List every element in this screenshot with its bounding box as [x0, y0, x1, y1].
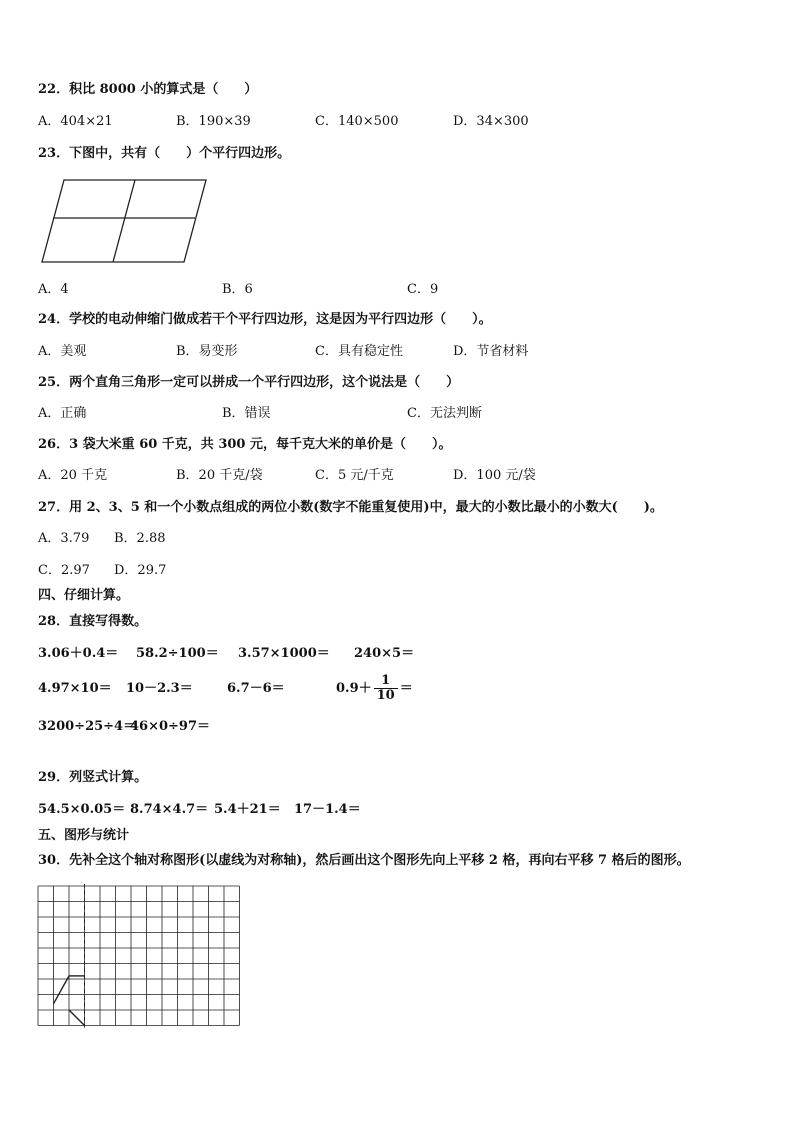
q22-stem: 22．积比 8000 小的算式是（ ）: [38, 82, 258, 97]
q28-calc-8-prefix: 0.9＋: [336, 681, 372, 696]
q23-option-c: C．9: [407, 282, 439, 297]
q28-calc-7: 6.7－6＝: [227, 681, 285, 696]
q25-option-a: A．正确: [38, 406, 87, 421]
q27-option-a: A．3.79: [38, 531, 90, 546]
q22-option-a: A．404×21: [38, 114, 113, 129]
q26-option-c: C．5 元/千克: [315, 468, 394, 483]
q24-option-c: C．具有稳定性: [315, 344, 403, 359]
grid-figure: [36, 884, 246, 1036]
q28-calc-8-suffix: ＝: [399, 681, 413, 696]
section4-heading: 四、仔细计算。: [38, 588, 130, 603]
q28-calc-2: 58.2÷100＝: [136, 646, 219, 661]
q27-option-c: C．2.97: [38, 563, 90, 578]
q22-option-c: C．140×500: [315, 114, 399, 129]
q22-option-b: B．190×39: [176, 114, 251, 129]
q26-option-b: B．20 千克/袋: [176, 468, 263, 483]
q24-option-a: A．美观: [38, 344, 87, 359]
q28-calc-10: 46×0÷97＝: [130, 719, 211, 734]
q28-calc-5: 4.97×10＝: [38, 681, 112, 696]
q30-stem: 30．先补全这个轴对称图形(以虚线为对称轴)，然后画出这个图形先向上平移 2 格，再向右平移 7 格后的图形。: [38, 853, 690, 868]
figure-edge: [54, 976, 70, 1004]
q27-stem: 27．用 2、3、5 和一个小数点组成的两位小数(数字不能重复使用)中，最大的小数比最小的小数大( )。: [38, 500, 663, 515]
fraction: [374, 674, 398, 703]
parallelogram-figure: [40, 176, 210, 266]
q29-stem: 29．列竖式计算。: [38, 770, 148, 785]
q29-calc-2: 8.74×4.7＝: [130, 802, 209, 817]
q25-stem: 25．两个直角三角形一定可以拼成一个平行四边形，这个说法是（ ）: [38, 375, 460, 390]
figure-edge: [69, 1010, 85, 1026]
q23-stem: 23．下图中，共有（ ）个平行四边形。: [38, 146, 291, 161]
fraction-numerator: 1: [381, 673, 391, 688]
q26-option-a: A．20 千克: [38, 468, 108, 483]
q28-calc-1: 3.06＋0.4＝: [38, 646, 119, 661]
q28-stem: 28．直接写得数。: [38, 614, 148, 629]
q25-option-b: B．错误: [222, 406, 271, 421]
q22-option-d: D．34×300: [453, 114, 529, 129]
fraction-denominator: 10: [374, 688, 398, 703]
q28-calc-3: 3.57×1000＝: [238, 646, 330, 661]
q23-option-b: B．6: [222, 282, 253, 297]
q29-calc-3: 5.4＋21＝: [214, 802, 281, 817]
q28-calc-4: 240×5＝: [354, 646, 415, 661]
q28-calc-6: 10－2.3＝: [126, 681, 193, 696]
q24-stem: 24．学校的电动伸缩门做成若干个平行四边形，这是因为平行四边形（ ）。: [38, 312, 492, 327]
q24-option-d: D．节省材料: [453, 344, 529, 359]
section5-heading: 五、图形与统计: [38, 828, 130, 843]
q26-option-d: D．100 元/袋: [453, 468, 536, 483]
q27-option-b: B．2.88: [114, 531, 166, 546]
q29-calc-1: 54.5×0.05＝: [38, 802, 126, 817]
q24-option-b: B．易变形: [176, 344, 238, 359]
q28-calc-8: [336, 672, 413, 706]
q26-stem: 26．3 袋大米重 60 千克，共 300 元，每千克大米的单价是（ ）。: [38, 437, 452, 452]
q29-calc-4: 17－1.4＝: [294, 802, 361, 817]
q28-calc-9: 3200÷25÷4＝: [38, 719, 137, 734]
q23-option-a: A．4: [38, 282, 69, 297]
q25-option-c: C．无法判断: [407, 406, 482, 421]
q27-option-d: D．29.7: [114, 563, 167, 578]
